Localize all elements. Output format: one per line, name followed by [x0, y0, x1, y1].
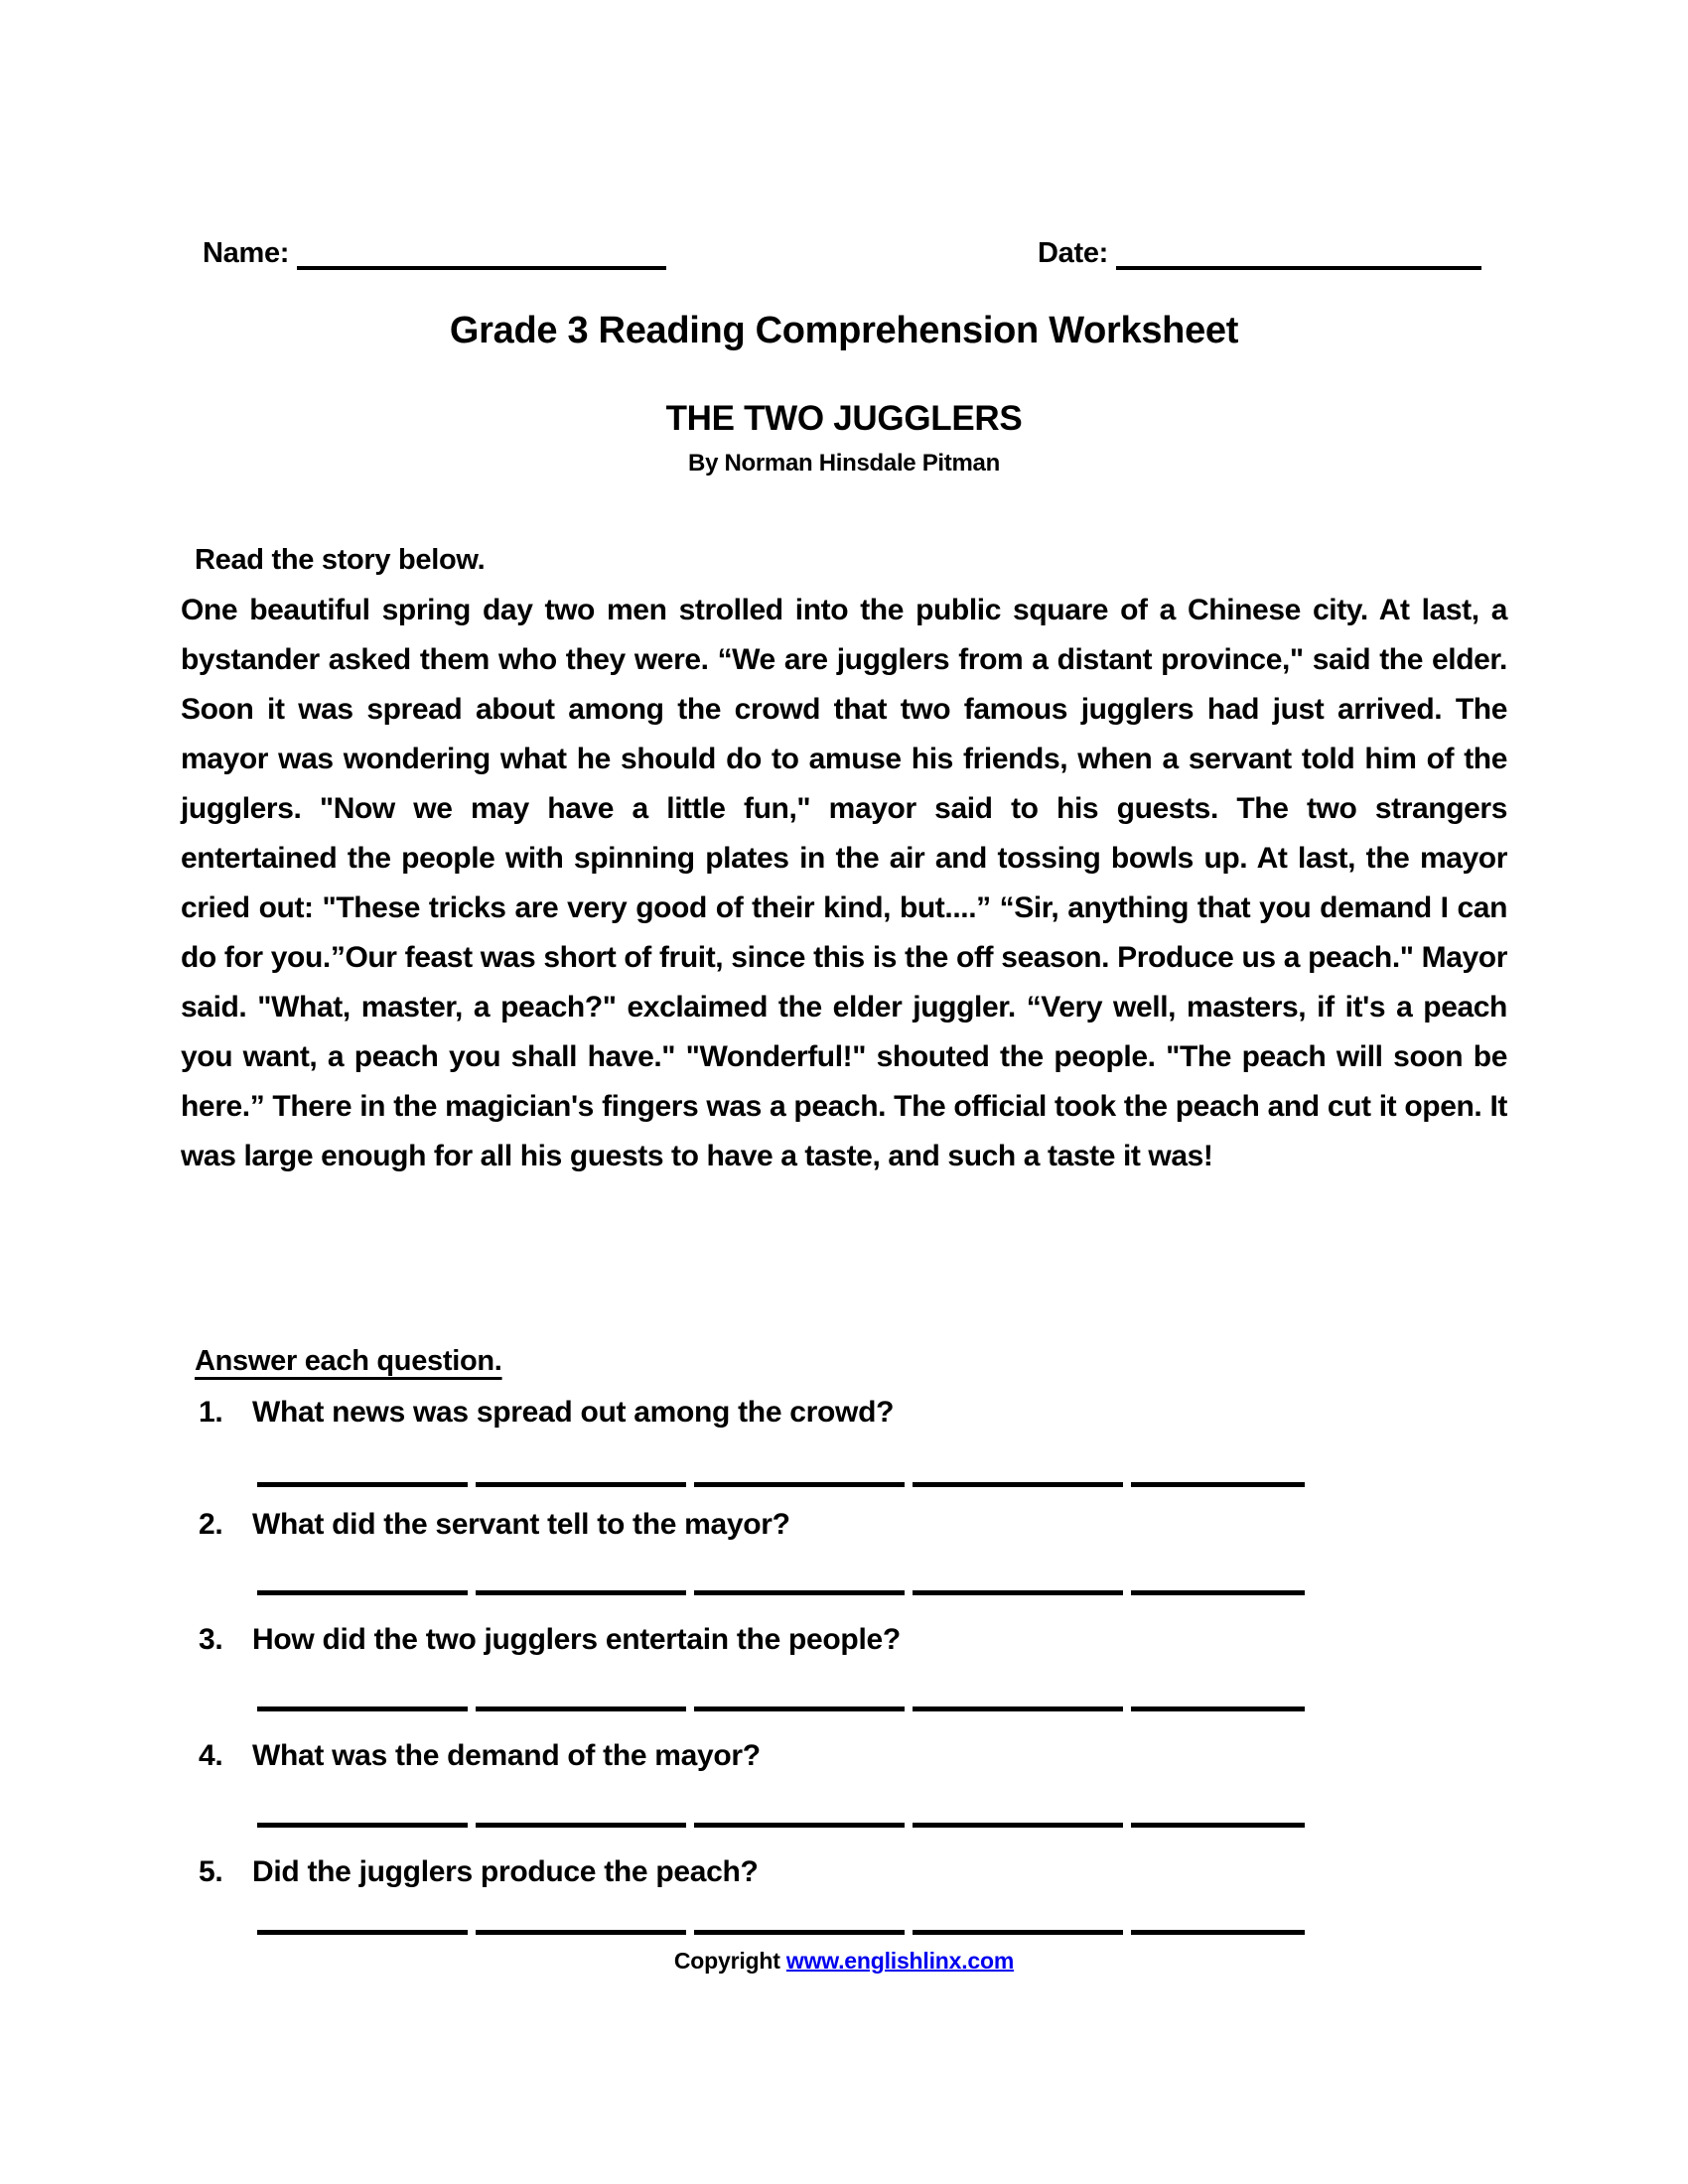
question-4-text: What was the demand of the mayor?	[252, 1739, 761, 1772]
name-label: Name:	[203, 237, 290, 269]
answer-instruction: Answer each question.	[195, 1345, 502, 1377]
read-story-instruction: Read the story below.	[195, 544, 486, 576]
date-blank-line	[1116, 230, 1481, 270]
englishlinx-link[interactable]: www.englishlinx.com	[785, 1948, 1015, 1974]
answer-line-3	[257, 1706, 1305, 1711]
question-2	[199, 1508, 1509, 1542]
question-4-number: 4.	[199, 1739, 223, 1772]
answer-line-2	[257, 1590, 1305, 1595]
question-1-text: What news was spread out among the crowd?	[252, 1396, 895, 1429]
copyright-footer	[0, 1948, 1688, 1975]
name-field	[203, 230, 666, 270]
question-5-number: 5.	[199, 1855, 223, 1888]
question-2-text: What did the servant tell to the mayor?	[252, 1508, 790, 1541]
story-byline: By Norman Hinsdale Pitman	[688, 450, 1000, 477]
question-5	[199, 1855, 1509, 1889]
question-3-number: 3.	[199, 1623, 223, 1656]
answer-line-1	[257, 1482, 1305, 1487]
date-field	[1038, 230, 1481, 270]
copyright-label: Copyright	[673, 1948, 786, 1974]
question-3	[199, 1623, 1509, 1657]
question-3-text: How did the two jugglers entertain the people?	[252, 1623, 901, 1656]
name-blank-line	[297, 230, 666, 270]
page-title: Grade 3 Reading Comprehension Worksheet	[449, 310, 1239, 351]
story-title: THE TWO JUGGLERS	[665, 399, 1023, 438]
answer-line-5	[257, 1930, 1305, 1935]
question-1	[199, 1396, 1509, 1430]
answer-line-4	[257, 1823, 1305, 1828]
question-1-number: 1.	[199, 1396, 223, 1429]
story-text: One beautiful spring day two men strolled into the public square of a Chinese city. At last, a bystander asked them who they were. “We are jugglers from a distant province," said the elder. Soon it was spread about among the crowd that two famous jugglers had just arrived. The mayor was wondering what he should do to amuse his friends, when a servant told him of the jugglers. "Now we may have a little fun," mayor said to his guests. The two strangers entertained the people with spinning plates in the air and tossing bowls up. At last, the mayor cried out: "These tricks are very good of their kind, but....” “Sir, anything that you demand I can do for you.”Our feast was short of fruit, since this is the off season. Produce us a peach." Mayor said. "What, master, a peach?" exclaimed the elder juggler. “Very well, masters, if it's a peach you want, a peach you shall have." "Wonderful!" shouted the people. "The peach will soon be here.” There in the magician's fingers was a peach. The official took the peach and cut it open. It was large enough for all his guests to have a taste, and such a taste it was!	[181, 594, 1507, 1172]
question-2-number: 2.	[199, 1508, 223, 1541]
question-4	[199, 1739, 1509, 1773]
question-5-text: Did the jugglers produce the peach?	[252, 1855, 759, 1888]
date-label: Date:	[1038, 237, 1109, 269]
